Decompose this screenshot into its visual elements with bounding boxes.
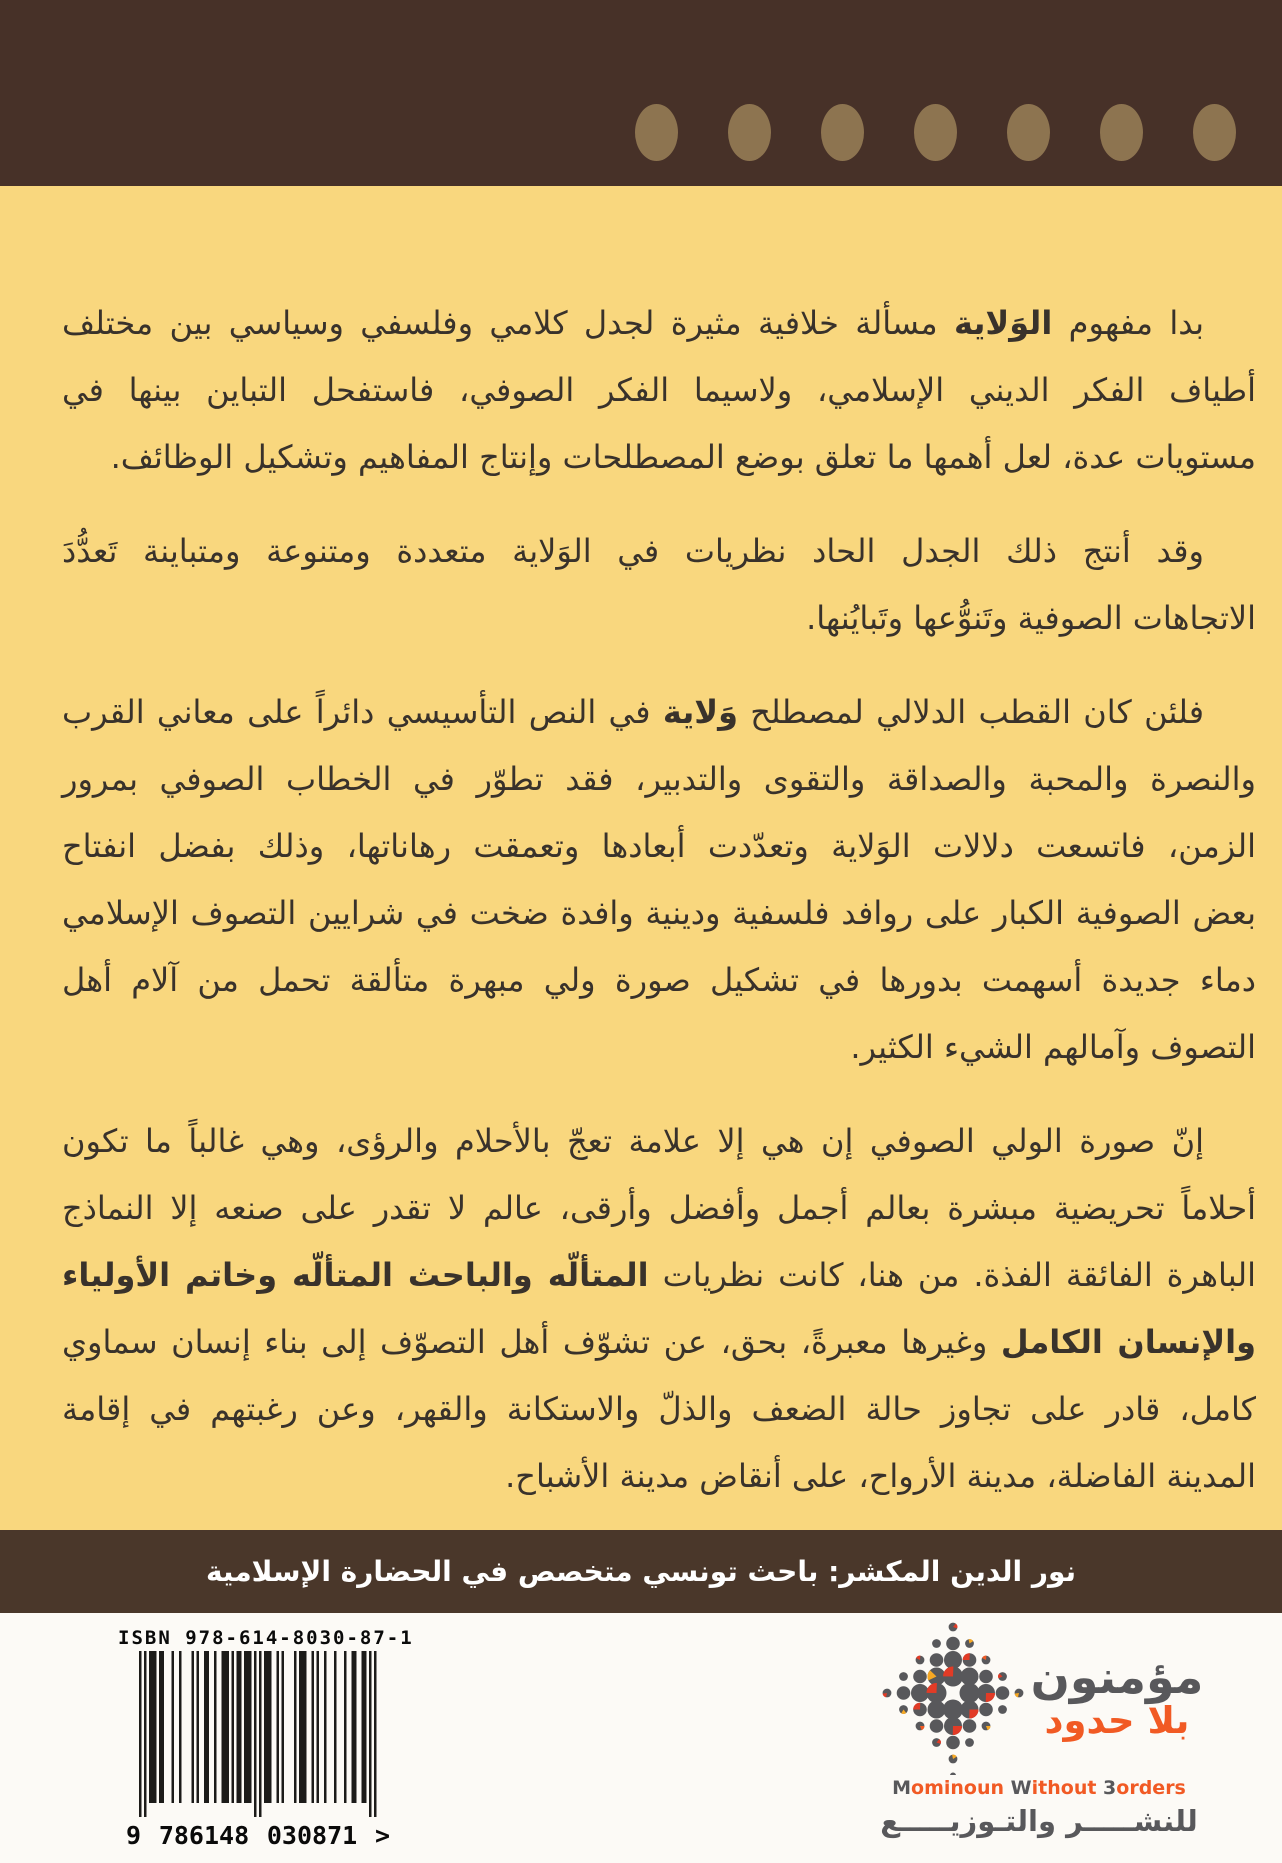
barcode-icon [133,1651,383,1819]
text-line: كامل، قادر على تجاوز حالة الضعف والذلّ والاستكانة والقهر، وعن رغبتهم في إقامة [62,1390,1256,1428]
text-line: أطياف الفكر الديني الإسلامي، ولاسيما الفكر الصوفي، فاستفحل التباين بينها في [62,371,1256,409]
blurb-area [0,186,1282,1530]
footer [0,1613,1282,1863]
paragraph [62,679,1256,1081]
paragraph [62,1108,1256,1510]
text-line: الباهرة الفائقة الفذة. من هنا، كانت نظريات المتألّه والباحث المتألّه وخاتم الأولياء [62,1256,1257,1294]
text-line: والنصرة والمحبة والصداقة والتقوى والتدبير، فقد تطوّر في الخطاب الصوفي بمرور [62,760,1256,798]
text-line: دماء جديدة أسهمت بدورها في تشكيل صورة ولي مبهرة متألقة تحمل من آلام أهل [62,961,1256,999]
barcode-digit-group: 030871 [266,1821,358,1850]
text-line: المدينة الفاضلة، مدينة الأرواح، على أنقاض مدينة الأشباح. [505,1457,1256,1495]
isbn-label: ISBN 978-614-8030-87-1 [118,1627,414,1649]
text-line: الاتجاهات الصوفية وتَنوُّعها وتَبايُنها. [806,599,1256,637]
logo-tagline-arabic: بلا حدود [1044,1698,1190,1742]
text-line: والإنسان الكامل وغيرها معبرةً، بحق، عن تشوّف أهل التصوّف إلى بناء إنسان سماوي [62,1323,1257,1361]
mominoun-logo-icon [875,1619,1031,1775]
barcode-digits [126,1821,390,1850]
dot-icon [728,104,771,161]
text-line: فلئن كان القطب الدلالي لمصطلح وَلاية في النص التأسيسي دائراً على معاني القرب [62,693,1205,731]
barcode-digit-group: 9 [126,1821,142,1850]
text-line: التصوف وآمالهم الشيء الكثير. [850,1028,1256,1066]
author-line: نور الدين المكشر: باحث تونسي متخصص في الحضارة الإسلامية [205,1555,1077,1588]
dot-icon [821,104,864,161]
logo-publishing-arabic: للنشـــــر والتـوزيـــــع [880,1804,1198,1838]
publisher-wordmark [1030,1649,1204,1742]
dot-icon [635,104,678,161]
text-line: وقد أنتج ذلك الجدل الحاد نظريات في الوَلاية متعددة ومتنوعة ومتباينة تَعدُّدَ [62,532,1204,570]
barcode-digit-group: 786148 [158,1821,250,1850]
barcode-digit-group: > [374,1821,390,1850]
top-band [0,0,1282,186]
dot-icon [1007,104,1050,161]
logo-name-english: Mominoun Without 3orders [892,1777,1186,1799]
dots-decoration [635,104,1236,161]
text-line: مستويات عدة، لعل أهمها ما تعلق بوضع المصطلحات وإنتاج المفاهيم وتشكيل الوظائف. [110,438,1256,476]
text-line: بعض الصوفية الكبار على روافد فلسفية ودينية وافدة ضخت في شرايين التصوف الإسلامي [62,894,1256,932]
author-band [0,1530,1282,1613]
dot-icon [1193,104,1236,161]
publisher-logo [874,1619,1204,1838]
paragraph [62,290,1256,491]
text-line: أحلاماً تحريضية مبشرة بعالم أجمل وأفضل وأرقى، عالم لا تقدر على صنعه إلا النماذج [62,1189,1256,1227]
text-line: إنّ صورة الولي الصوفي إن هي إلا علامة تعجّ بالأحلام والرؤى، وهي غالباً ما تكون [62,1122,1204,1160]
dot-icon [1100,104,1143,161]
back-cover-text [62,290,1256,1510]
isbn-barcode-block [118,1627,414,1850]
text-line: بدا مفهوم الوَلاية مسألة خلافية مثيرة لجدل كلامي وفلسفي وسياسي بين مختلف [62,304,1205,342]
text-line: الزمن، فاتسعت دلالات الوَلاية وتعدّدت أبعادها وتعمقت رهاناتها، وذلك بفضل انفتاح [62,827,1256,865]
paragraph [62,518,1256,652]
dot-icon [914,104,957,161]
logo-name-arabic: مؤمنون [1030,1649,1204,1704]
